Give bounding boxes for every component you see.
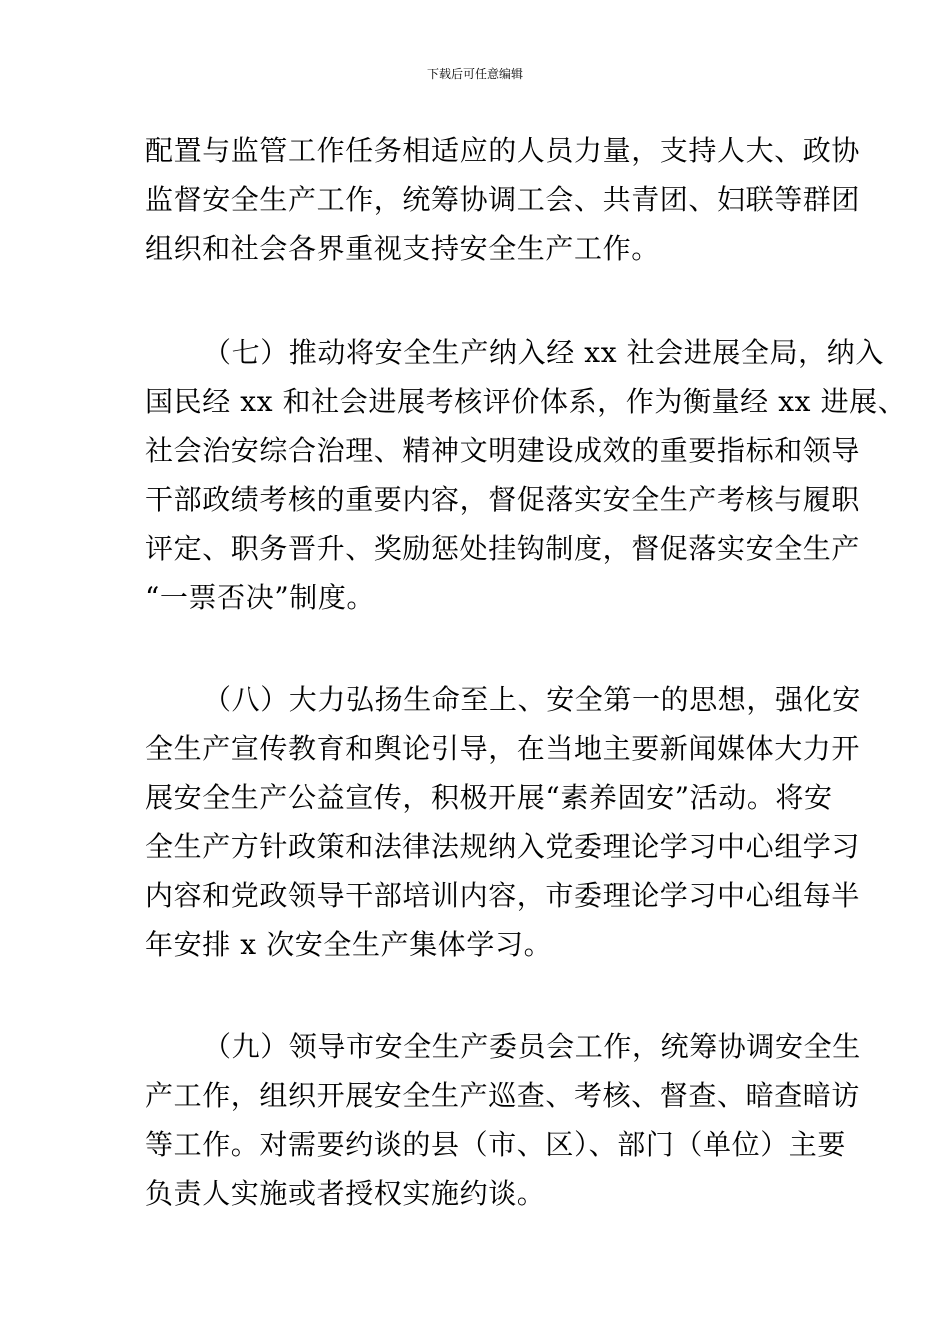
- paragraph-line: 全生产宣传教育和舆论引导，在当地主要新闻媒体大力开: [145, 732, 861, 765]
- paragraph-line: 年安排 x 次安全生产集体学习。: [145, 928, 553, 961]
- paragraph-line: 等工作。对需要约谈的县（市、区）、部门（单位）主要: [145, 1128, 847, 1161]
- paragraph-line: 全生产方针政策和法律法规纳入党委理论学习中心组学习: [145, 830, 861, 863]
- paragraph-line: 评定、职务晋升、奖励惩处挂钩制度，督促落实安全生产: [145, 532, 861, 565]
- paragraph-line: 社会治安综合治理、精神文明建设成效的重要指标和领导: [145, 434, 861, 467]
- paragraph-line: 内容和党政领导干部培训内容，市委理论学习中心组每半: [145, 879, 861, 912]
- paragraph-line: 负责人实施或者授权实施约谈。: [145, 1177, 546, 1210]
- paragraph-1: [145, 126, 861, 273]
- paragraph-line: 组织和社会各界重视支持安全生产工作。: [145, 232, 660, 265]
- paragraph-line: 产工作，组织开展安全生产巡查、考核、督查、暗查暗访: [145, 1079, 861, 1112]
- paragraph-line: 配置与监管工作任务相适应的人员力量，支持人大、政协: [145, 134, 861, 167]
- paragraph-line: 展安全生产公益宣传，积极开展“素养固安”活动。将安: [145, 781, 833, 814]
- paragraph-line: 国民经 xx 和社会进展考核评价体系，作为衡量经 xx 进展、: [145, 385, 907, 418]
- paragraph-2: [145, 328, 907, 622]
- paragraph-line: “一票否决”制度。: [145, 581, 376, 614]
- paragraph-line: 监督安全生产工作，统筹协调工会、共青团、妇联等群团: [145, 183, 861, 216]
- paragraph-line: （九）领导市安全生产委员会工作，统筹协调安全生: [203, 1030, 861, 1063]
- header-note: 下载后可任意编辑: [426, 67, 523, 81]
- paragraph-4: [145, 1022, 861, 1218]
- paragraph-line: （八）大力弘扬生命至上、安全第一的思想，强化安: [203, 683, 861, 716]
- paragraph-line: （七）推动将安全生产纳入经 xx 社会进展全局，纳入: [203, 336, 884, 369]
- paragraph-line: 干部政绩考核的重要内容，督促落实安全生产考核与履职: [145, 483, 861, 516]
- paragraph-3: [145, 675, 861, 969]
